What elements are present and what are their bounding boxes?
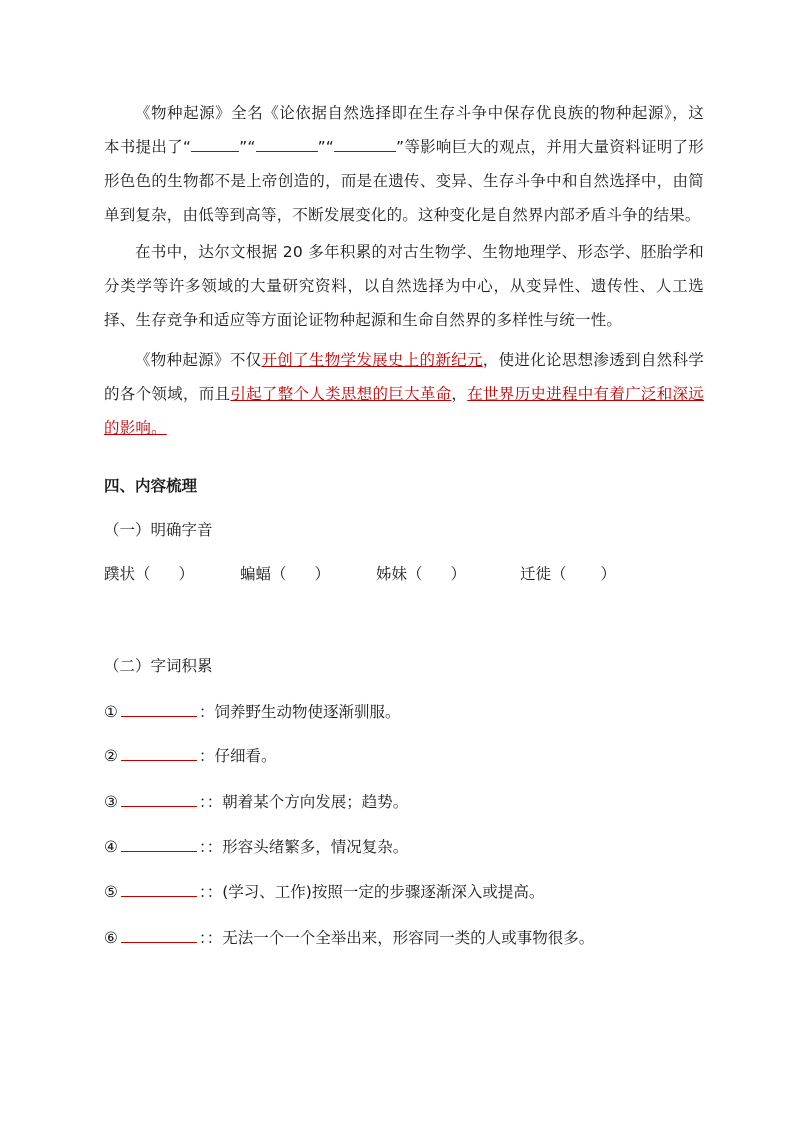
vocab-blank[interactable] xyxy=(121,744,197,761)
vocab-definition: ：：朝着某个方向发展；趋势。 xyxy=(199,793,409,811)
vocab-definition: ：仔细看。 xyxy=(199,747,277,765)
vocab-blank[interactable] xyxy=(121,790,197,807)
vocab-item xyxy=(104,790,408,812)
pinyin-close: ） xyxy=(314,565,331,583)
pinyin-close: ） xyxy=(178,565,195,583)
vocab-blank[interactable] xyxy=(121,835,197,852)
pinyin-word: 迁徙（ xyxy=(520,565,567,583)
vocab-item xyxy=(104,835,408,857)
vocab-item xyxy=(104,700,401,722)
pinyin-row xyxy=(104,562,640,584)
vocab-definition: ：：无法一个一个全举出来，形容同一类的人或事物很多。 xyxy=(199,929,595,947)
vocab-definition: ：：形容头绪繁多，情况复杂。 xyxy=(199,838,409,856)
subheading-vocabulary: （二）字词积累 xyxy=(104,657,213,675)
vocab-number: ① xyxy=(104,703,118,721)
vocab-item xyxy=(104,926,594,948)
subheading-pronunciation: （一）明确字音 xyxy=(104,521,213,539)
intro-text-3c: ， xyxy=(451,385,468,403)
intro-paragraph-1 xyxy=(104,96,704,232)
intro-text-1a: 《物种起源》全名《论依据自然选择即在生存斗争中保存优良族的物种起源》，这本书提出了“ xyxy=(104,104,704,156)
vocab-number: ④ xyxy=(104,838,118,856)
pinyin-item xyxy=(520,562,640,584)
vocab-definition: ：饲养野生动物使逐渐驯服。 xyxy=(199,703,401,721)
blank-1[interactable] xyxy=(191,133,239,152)
intro-paragraph-2: 在书中，达尔文根据 20 多年积累的对古生物学、生物地理学、形态学、胚胎学和分类学等许多领域的大量研究资料，以自然选择为中心，从变异性、遗传性、人工选择、生存竞争和适应等方面论证物种起源和生命自然界的多样性与统一性。 xyxy=(104,243,704,329)
quote-separator-2: ”“ xyxy=(317,138,335,156)
intro-text-3b: ，使进化论思想渗透到自然科学的各个领域，而且 xyxy=(104,351,704,403)
pinyin-close: ） xyxy=(600,565,617,583)
vocab-blank[interactable] xyxy=(121,700,197,717)
vocab-blank[interactable] xyxy=(121,926,197,943)
highlight-revolution: 引起了整个人类思想的巨大革命 xyxy=(230,385,452,403)
vocab-number: ③ xyxy=(104,793,118,811)
pinyin-word: 蝙蝠（ xyxy=(240,565,287,583)
vocab-blank[interactable] xyxy=(121,880,197,897)
intro-text-3a: 《物种起源》不仅 xyxy=(135,351,262,369)
pinyin-word: 姊妹（ xyxy=(376,565,423,583)
vocab-number: ⑥ xyxy=(104,929,118,947)
quote-separator-1: ”“ xyxy=(239,138,256,156)
pinyin-item xyxy=(376,562,520,584)
intro-text-1b: ”等影响巨大的观点，并用大量资料证明了形形色色的生物都不是上帝创造的，而是在遗传、变异、生存斗争中和自然选择中，由简单到复杂，由低等到高等，不断发展变化的。这种变化是自然界内部矛盾斗争的结果。 xyxy=(104,138,704,224)
highlight-new-era: 开创了生物学发展史上的新纪元 xyxy=(261,351,483,369)
pinyin-word: 蹼状（ xyxy=(104,565,151,583)
pinyin-item xyxy=(104,562,240,584)
blank-2[interactable] xyxy=(256,133,318,152)
section-heading: 四、内容梳理 xyxy=(104,477,198,495)
vocab-item xyxy=(104,880,544,902)
highlight-influence: 在世界历史进程中有着广泛和深远的影响。 xyxy=(104,385,704,437)
pinyin-item xyxy=(240,562,376,584)
blank-3[interactable] xyxy=(334,133,396,152)
vocab-number: ⑤ xyxy=(104,883,118,901)
vocab-item xyxy=(104,744,277,766)
vocab-definition: ：：(学习、工作)按照一定的步骤逐渐深入或提高。 xyxy=(199,883,545,901)
intro-paragraph-3 xyxy=(104,343,704,445)
pinyin-close: ） xyxy=(450,565,467,583)
vocab-number: ② xyxy=(104,747,118,765)
